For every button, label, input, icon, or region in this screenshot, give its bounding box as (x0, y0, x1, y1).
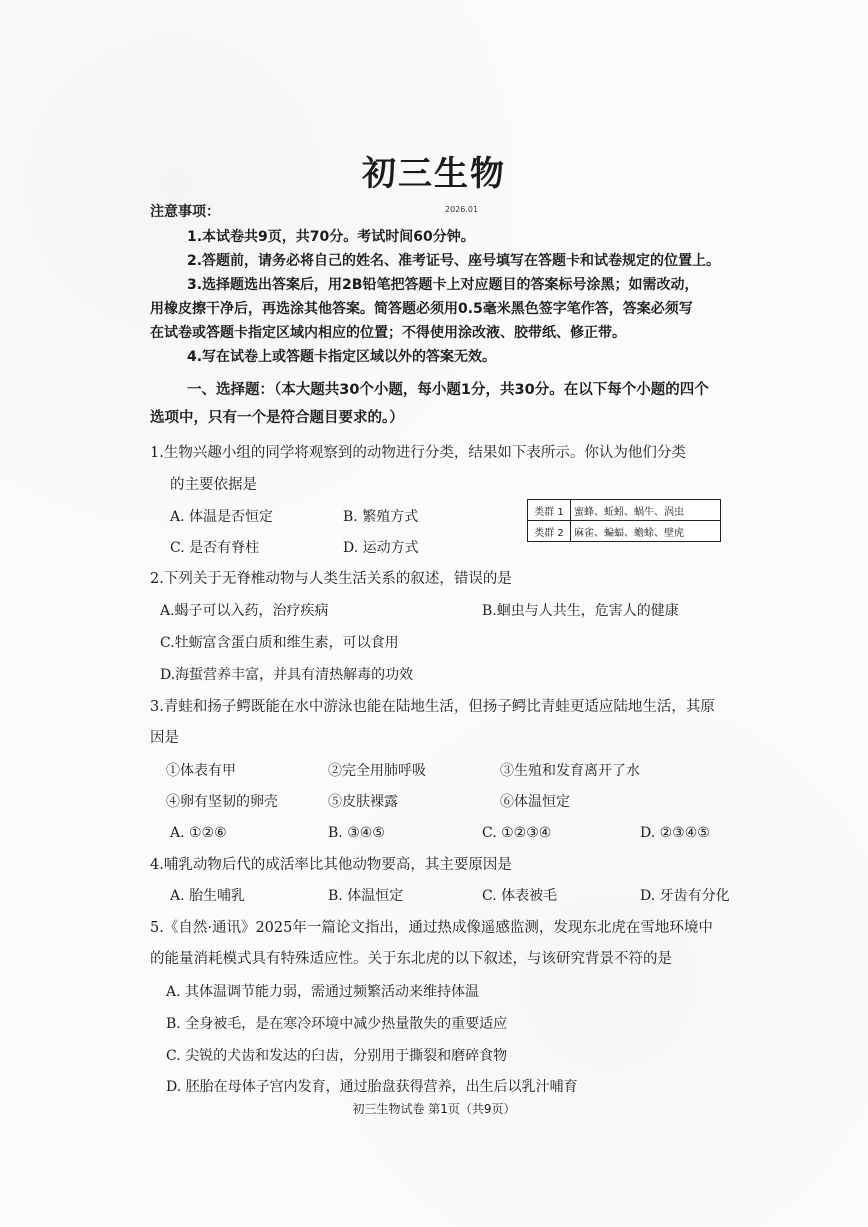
notice-line-3b: 用橡皮擦干净后，再选涂其他答案。简答题必须用0.5毫米黑色签字笔作答，答案必须写 (150, 301, 693, 317)
q4-option-d: D. 牙齿有分化 (640, 888, 730, 904)
q2-option-c: C.牡蛎富含蛋白质和维生素，可以食用 (160, 635, 399, 651)
q3-option-b: B. ③④⑤ (328, 825, 385, 841)
table-row-head: 类群 1 (528, 500, 571, 521)
q3-option-d: D. ②③④⑤ (640, 825, 710, 841)
q5-option-a: A. 其体温调节能力弱，需通过频繁活动来维持体温 (166, 984, 480, 1000)
notice-line-1: 1.本试卷共9页，共70分。考试时间60分钟。 (187, 229, 475, 245)
q5-option-b: B. 全身被毛，是在寒冷环境中减少热量散失的重要适应 (166, 1016, 508, 1032)
q2-option-a: A.蝎子可以入药，治疗疾病 (160, 603, 329, 619)
notice-line-3a: 3.选择题选出答案后，用2B铅笔把答题卡上对应题目的答案标号涂黑；如需改动， (187, 277, 699, 293)
q1-option-a: A. 体温是否恒定 (170, 509, 274, 525)
q5-option-c: C. 尖锐的犬齿和发达的臼齿，分别用于撕裂和磨碎食物 (166, 1048, 508, 1064)
q4-stem: 4.哺乳动物后代的成活率比其他动物要高，其主要原因是 (150, 857, 512, 873)
notice-line-3c: 在试卷或答题卡指定区域内相应的位置；不得使用涂改液、胶带纸、修正带。 (150, 325, 626, 341)
q3-item-6: ⑥体温恒定 (500, 794, 570, 810)
q3-stem-line-1: 3.青蛙和扬子鳄既能在水中游泳也能在陆地生活，但扬子鳄比青蛙更适应陆地生活，其原 (150, 699, 715, 715)
q2-option-d: D.海蜇营养丰富，并具有清热解毒的功效 (160, 667, 414, 683)
q1-option-d: D. 运动方式 (343, 540, 419, 556)
q3-stem-line-2: 因是 (150, 730, 179, 746)
q3-item-3: ③生殖和发育离开了水 (500, 763, 640, 779)
q3-item-1: ①体表有甲 (166, 763, 236, 779)
q1-stem-line-1: 1.生物兴趣小组的同学将观察到的动物进行分类，结果如下表所示。你认为他们分类 (150, 445, 686, 461)
q2-option-b: B.蛔虫与人共生，危害人的健康 (482, 603, 679, 619)
q3-option-c: C. ①②③④ (482, 825, 552, 841)
classification-table (527, 499, 721, 542)
notice-label: 注意事项： (150, 204, 220, 220)
q1-option-b: B. 繁殖方式 (343, 509, 419, 525)
q1-option-c: C. 是否有脊柱 (170, 540, 260, 556)
q5-stem-line-2: 的能量消耗模式具有特殊适应性。关于东北虎的以下叙述，与该研究背景不符的是 (150, 951, 672, 967)
table-row (528, 521, 721, 542)
q3-item-5: ⑤皮肤裸露 (328, 794, 398, 810)
q3-item-2: ②完全用肺呼吸 (328, 763, 426, 779)
page-footer: 初三生物试卷 第1页（共9页） (352, 1102, 516, 1116)
q4-option-a: A. 胎生哺乳 (170, 888, 246, 904)
table-row-content: 蜜蜂、蚯蚓、蜗牛、涡虫 (571, 500, 721, 521)
exam-date: 2026.01 (445, 205, 479, 214)
section-heading-line-2: 选项中，只有一个是符合题目要求的。） (150, 410, 404, 426)
q4-option-c: C. 体表被毛 (482, 888, 558, 904)
notice-line-2: 2.答题前，请务必将自己的姓名、准考证号、座号填写在答题卡和试卷规定的位置上。 (187, 253, 721, 269)
page-title: 初三生物 (362, 154, 506, 194)
q3-item-4: ④卵有坚韧的卵壳 (166, 794, 278, 810)
q3-option-a: A. ①②⑥ (170, 825, 227, 841)
q5-option-d: D. 胚胎在母体子宫内发育，通过胎盘获得营养，出生后以乳汁哺育 (166, 1079, 578, 1095)
section-heading-line-1: 一、选择题：（本大题共30个小题，每小题1分，共30分。在以下每个小题的四个 (187, 382, 709, 398)
table-row-head: 类群 2 (528, 521, 571, 542)
q4-option-b: B. 体温恒定 (328, 888, 404, 904)
q2-stem: 2.下列关于无脊椎动物与人类生活关系的叙述，错误的是 (150, 571, 512, 587)
q1-stem-line-2: 的主要依据是 (170, 477, 257, 493)
notice-line-4: 4.写在试卷上或答题卡指定区域以外的答案无效。 (187, 349, 497, 365)
table-row (528, 500, 721, 521)
q5-stem-line-1: 5.《自然·通讯》2025年一篇论文指出，通过热成像遥感监测，发现东北虎在雪地环境中 (150, 920, 713, 936)
table-row-content: 麻雀、蝙蝠、蟾蜍、壁虎 (571, 521, 721, 542)
